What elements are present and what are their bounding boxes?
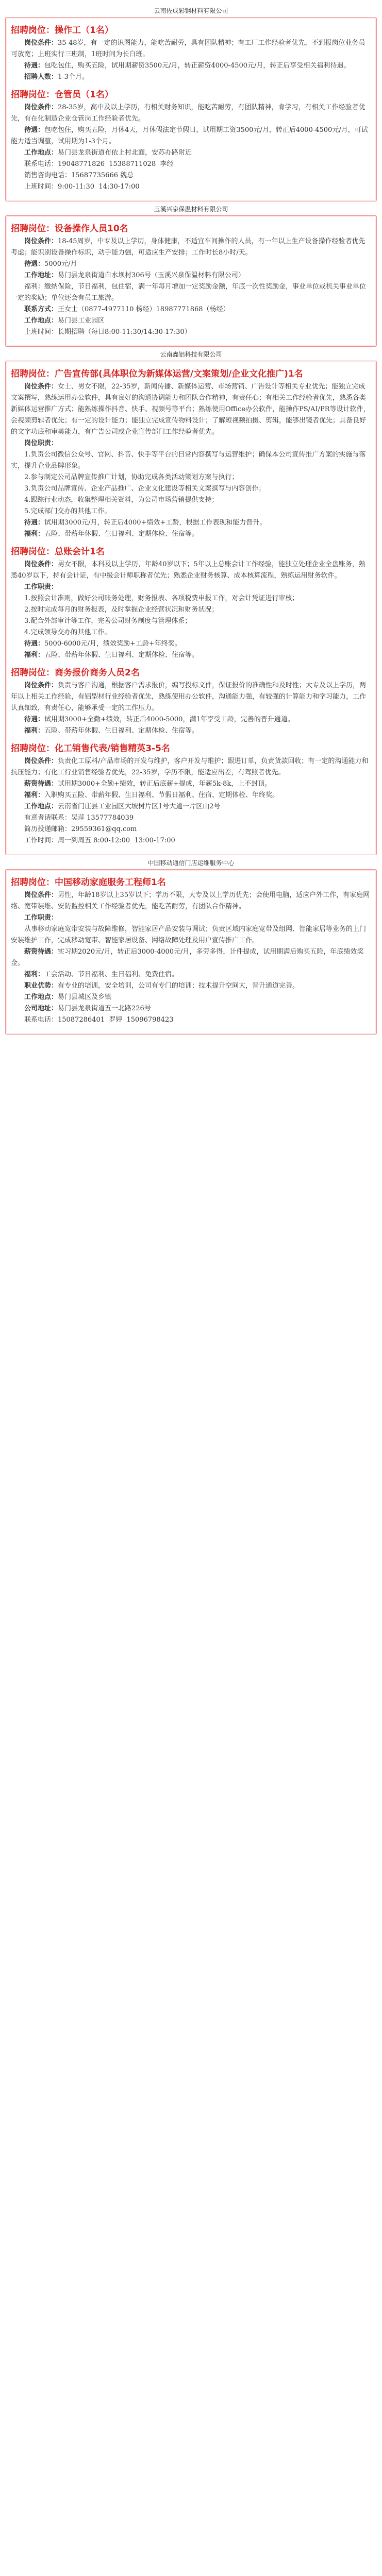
job-detail-line [11, 270, 371, 281]
job-title: 招聘岗位：总账会计1名 [11, 547, 105, 557]
field-value: 1-3个月。 [58, 73, 89, 81]
job-detail-line [11, 924, 371, 946]
recruitment-page [0, 0, 382, 1043]
field-value: 从事移动家庭宽带安装与故障维修，智能家居产品安装与调试；负责区域内家庭宽带及组网、智能家居等业务的上门安装维护工作，完成移动宽带、智能家居设备、网络故障处理及用户宣传推广工作。 [11, 925, 367, 944]
job-detail-line [11, 824, 371, 835]
field-label: 待遇： [24, 62, 45, 70]
field-label: 待遇： [24, 260, 45, 268]
company-title: 云南鑫铝科技有限公司 [160, 351, 222, 358]
job-detail-line [11, 680, 371, 714]
field-label: 工作地址： [24, 272, 58, 279]
field-value: 5000元/月 [44, 260, 77, 268]
field-label: 岗位条件： [24, 891, 58, 899]
job-detail-line [11, 181, 371, 193]
field-value: 女士、男女不限，22-35岁，新闻传播、新媒体运营、市场营销、广告设计等相关专业优先；能独立完成文案撰写，熟练运用办公软件，具有良好的沟通协调能力和团队合作精神，有责任心；有相关工作经验者优先，熟悉各类新媒体运营推广方式；能熟练操作抖音、快手、视频号等平台；熟练使用Office办公软件，能操作PS/AI/PR等设计软件，会视频剪辑者优先；有一定的设计能力；能独立完成宣传物料设计；了解短视频拍摄、剪辑，能够出镜者优先；具备良好的文字功底和审美能力，有广告公司或企业宣传部门工作经验者优先。 [11, 383, 370, 436]
field-value: 35-48岁，有一定的识图能力，能吃苦耐劳，具有团队精神；有工厂工作经验者优先，不到报岗位业务员可放宽；上班实行三班制，1班时间为长白班。 [11, 39, 366, 58]
job-detail-line [11, 616, 371, 627]
job-detail-line [11, 650, 371, 661]
field-label: 待遇： [24, 640, 45, 648]
field-value: 男性，年龄18岁以上35岁以下；学历不限，大专及以上学历优先；会使用电脑，适应户外工作，有家庭网络、宽带装维、安防监控相关工作经验者优先，能吃苦耐劳，有团队合作精神。 [11, 891, 370, 910]
field-value: 五险、带薪年休假、生日福利、定期体检、住宿等。 [44, 727, 199, 735]
job-block [11, 221, 371, 338]
job-title: 招聘岗位：设备操作人员10名 [11, 224, 128, 234]
field-label: 岗位条件： [24, 39, 58, 47]
field-value: 简历投递邮箱：29559361@qq.com [24, 825, 137, 833]
job-card [5, 361, 377, 855]
job-detail-line [11, 60, 371, 72]
job-detail-line [11, 125, 371, 147]
job-title: 招聘岗位：广告宣传部(具体职位为新媒体运营/文案策划/企业文化推广)1名 [11, 369, 303, 379]
field-value: 易门县龙泉街道白水坝村306号（玉溪兴泉保温材料有限公司） [58, 272, 245, 279]
field-label: 工作地点： [24, 149, 58, 157]
company-title: 玉溪兴泉保温材料有限公司 [154, 206, 228, 213]
job-detail-line [11, 1003, 371, 1014]
job-detail-line [11, 582, 371, 593]
field-value: 联系电话：15087286401 罗婷 15096798423 [24, 1016, 174, 1024]
field-value: 入职购买五险、带薪年假、生日福利、节假日福利、住宿、定期体检、年终奖。 [44, 791, 279, 799]
job-detail-line [11, 170, 371, 181]
job-detail-line [11, 147, 371, 159]
job-detail-line [11, 1014, 371, 1026]
job-title: 招聘岗位：商务报价商务人员2名 [11, 668, 140, 678]
field-value: 试用期3000+全勤+绩效，转正后4000-5000，满1年享受工龄，完善的晋升通道。 [44, 716, 294, 723]
field-value: 云南省门庄县工业园区大坡树片区1号大道一片区山2号 [58, 803, 221, 810]
field-value: 18-45周岁，中专及以上学历，身体健康，不适宜车间操作的人员，有一年以上生产设备操作经验者优先考虑；能识别设备操作标识，动手能力强，可适应生产安排；工作时长8小时/天。 [11, 238, 366, 257]
field-label: 薪资待遇： [24, 780, 58, 788]
job-detail-line [11, 992, 371, 1003]
field-value: 3.配合外部审计等工作，完善公司财务制度与管理体系； [24, 617, 192, 625]
field-label: 招聘人数： [24, 73, 58, 81]
job-detail-line [11, 801, 371, 812]
job-detail-line [11, 969, 371, 980]
field-label: 待遇： [24, 126, 45, 134]
job-detail-line [11, 778, 371, 790]
job-detail-line [11, 790, 371, 801]
field-value: 易门县龙泉街道布依上村北面，安苏办路附近 [58, 149, 192, 157]
field-label: 岗位条件： [24, 561, 58, 568]
job-block [11, 665, 371, 737]
field-value: 负责与客户沟通，根据客户需求报价，编写投标文件，保证报价的准确性和及时性；大专及以上学历，两年以上相关工作经验，有铝型材行业经验者优先，熟练使用办公软件，沟通能力强，有较强的计算能力和学习能力，工作认真细致，有责任心，能够承受一定的工作压力。 [11, 682, 367, 712]
job-detail-line [11, 449, 371, 472]
job-detail-line [11, 912, 371, 924]
field-label: 福利： [24, 971, 45, 978]
field-value: 工作时间：周一到周五 8:00-12:00 13:00-17:00 [24, 837, 175, 844]
field-label: 福利： [24, 791, 45, 799]
job-detail-line [11, 438, 371, 449]
field-value: 1.负责公司微信公众号、官网、抖音、快手等平台的日常内容撰写与运营维护；确保本公司宣传推广方案的实施与落实，提升企业品牌形象。 [11, 451, 366, 470]
field-value: 易门县龙泉街道五一北路226号 [58, 1005, 151, 1012]
job-detail-line [11, 315, 371, 327]
field-value: 上班时间：9:00-11:30 14:30-17:00 [24, 183, 140, 191]
job-detail-line [11, 72, 371, 83]
field-value: 包吃包住，购买五险，试用期薪资3500元/月，转正薪资4000-4500元/月，转正后享受相关福利待遇。 [44, 62, 351, 70]
job-detail-line [11, 483, 371, 495]
field-value: 包吃包住，购买五险，月休4天，月休假法定节假日，试用期工资3500元/月，转正后4000-4500元/月，可试能力适当调整，试用期为1-3个月。 [11, 126, 368, 145]
job-title: 招聘岗位：中国移动家庭服务工程师1名 [11, 877, 166, 888]
job-card [5, 215, 377, 347]
field-label: 职业优势： [24, 982, 58, 990]
field-label: 工作地点： [24, 993, 58, 1001]
job-detail-line [11, 495, 371, 506]
field-label: 工作职责： [24, 583, 58, 591]
field-label: 工作地点： [24, 803, 58, 810]
job-title: 招聘岗位：仓管员（1名） [11, 90, 113, 100]
job-card [5, 869, 377, 1035]
job-block [11, 366, 371, 540]
job-card [5, 17, 377, 201]
field-label: 岗位职责： [24, 439, 58, 447]
job-detail-line [11, 281, 371, 304]
field-label: 工作地点： [24, 317, 58, 325]
job-detail-line [11, 381, 371, 438]
field-label: 待遇： [24, 716, 45, 723]
job-detail-line [11, 714, 371, 725]
field-value: 试用期3000+全勤+绩效，转正后底薪+提成，年薪5k-8k，上不封顶。 [58, 780, 272, 788]
field-label: 福利： [24, 530, 45, 538]
job-detail-line [11, 102, 371, 125]
job-block [11, 544, 371, 661]
field-value: 联系电话：19048771826 15388711028 李经 [24, 160, 174, 168]
job-detail-line [11, 517, 371, 529]
field-label: 公司地址： [24, 1005, 58, 1012]
job-block [11, 23, 371, 83]
field-value: 2.参与制定公司品牌宣传推广计划，协助完成各类活动策划方案与执行； [24, 473, 239, 481]
field-label: 待遇： [24, 519, 45, 527]
job-block [11, 875, 371, 1026]
field-label: 薪资待遇： [24, 948, 58, 956]
field-value: 福利：缴纳保险，节日福利，包住宿，满一年每月增加一定奖励金额，年底一次性奖励金，事业单位或机关事业单位一定的奖励；单位还会有员工旅游。 [11, 283, 367, 302]
company-title: 中国移动通信门店运维服务中心 [147, 859, 235, 867]
field-value: 上班时间：长期招聘（每日8:00-11:30/14:30-17:30） [24, 328, 191, 336]
field-value: 4.完成领导交办的其他工作。 [24, 629, 111, 636]
field-label: 岗位条件： [24, 682, 58, 689]
field-value: 工会活动、节日福利、生日福利、免费住宿。 [44, 971, 179, 978]
field-value: 负责化工原料/产品市场的开发与维护，客户开发与维护；跟进订单，负责货款回收；有一定的沟通能力和抗压能力；有化工行业销售经验者优先，22-35岁，学历不限，能适应出差，有驾照者优先。 [11, 757, 369, 776]
job-detail-line [11, 38, 371, 60]
field-value: 28-35岁，高中及以上学历，有相关财务知识，能吃苦耐劳，有团队精神，肯学习，有相关工作经验者优先，有在化制造企业仓管岗工作经验者优先。 [11, 104, 366, 123]
job-detail-line [11, 159, 371, 170]
field-label: 岗位条件： [24, 104, 58, 111]
job-detail-line [11, 559, 371, 582]
field-value: 有意者请联系：吴萍 13577784039 [24, 814, 134, 822]
field-label: 岗位条件： [24, 757, 58, 765]
job-detail-line [11, 725, 371, 737]
company-title: 云南佐成彩钢材料有限公司 [154, 7, 228, 14]
field-label: 岗位条件： [24, 383, 58, 391]
job-detail-line [11, 756, 371, 778]
field-label: 福利： [24, 727, 45, 735]
field-label: 联系方式： [24, 306, 58, 313]
job-block [11, 741, 371, 846]
field-value: 五险、带薪年休假、生日福利、定期体检、住宿等。 [44, 530, 199, 538]
job-detail-line [11, 980, 371, 992]
field-value: 王女士（0877-4977110 杨经）18987771868（杨经） [58, 306, 230, 313]
job-detail-line [11, 890, 371, 912]
field-label: 工作职责： [24, 914, 58, 922]
job-detail-line [11, 627, 371, 638]
job-detail-line [11, 472, 371, 483]
field-value: 有专业的培训，安全培训，公司有专门的培训；技术提升空间大，晋升通道完善。 [58, 982, 300, 990]
job-detail-line [11, 638, 371, 650]
job-detail-line [11, 835, 371, 846]
field-label: 岗位条件： [24, 238, 58, 245]
job-detail-line [11, 946, 371, 969]
field-value: 5.完成部门交办的其他工作。 [24, 507, 111, 515]
field-value: 5000-6000元/月，绩效奖励+工龄+年终奖。 [44, 640, 181, 648]
field-value: 易门县城区及乡镇 [58, 993, 112, 1001]
job-detail-line [11, 812, 371, 824]
job-detail-line [11, 506, 371, 517]
job-detail-line [11, 236, 371, 259]
job-detail-line [11, 529, 371, 540]
job-title: 招聘岗位：操作工（1名） [11, 25, 113, 36]
field-value: 试用期3000元/月，转正后4000+绩效+工龄，根据工作表现和能力晋升。 [44, 519, 267, 527]
field-value: 2.按时完成每月的财务报表，及时掌握企业经营状况和财务状况； [24, 606, 219, 614]
field-value: 销售咨询电话：15687735666 魏总 [24, 172, 134, 179]
job-detail-line [11, 259, 371, 270]
job-detail-line [11, 604, 371, 616]
job-detail-line [11, 327, 371, 338]
field-value: 3.负责公司品牌宣传、企业产品推广、企业文化建设等相关文案撰写与内容创作； [24, 485, 265, 493]
job-title: 招聘岗位：化工销售代表/销售精英3-5名 [11, 743, 170, 754]
job-block [11, 87, 371, 193]
field-label: 福利： [24, 651, 45, 659]
job-detail-line [11, 304, 371, 315]
field-value: 男女不限，本科及以上学历，年龄40岁以下；5年以上总账会计工作经验，能独立处理企业全盘账务，熟悉40岁以下，持有会计证，有中级会计师职称者优先；熟悉企业财务核算、成本核算流程，熟练运用财务软件。 [11, 561, 366, 580]
field-value: 五险、带薪年休假、生日福利、定期体检、住宿等。 [44, 651, 199, 659]
field-value: 4.跟踪行业动态，收集整理相关资料，为公司市场营销提供支持； [24, 496, 219, 504]
field-value: 易门县工业园区 [58, 317, 105, 325]
field-value: 实习期2020元/月，转正后3000-4000元/月，多劳多得，计件提成，试用期满后购买五险，年底绩效奖金。 [11, 948, 364, 967]
field-value: 1.按照会计准则，做好公司账务处理，财务报表、各项税费申报工作，对会计凭证进行审核； [24, 595, 299, 602]
job-detail-line [11, 593, 371, 604]
